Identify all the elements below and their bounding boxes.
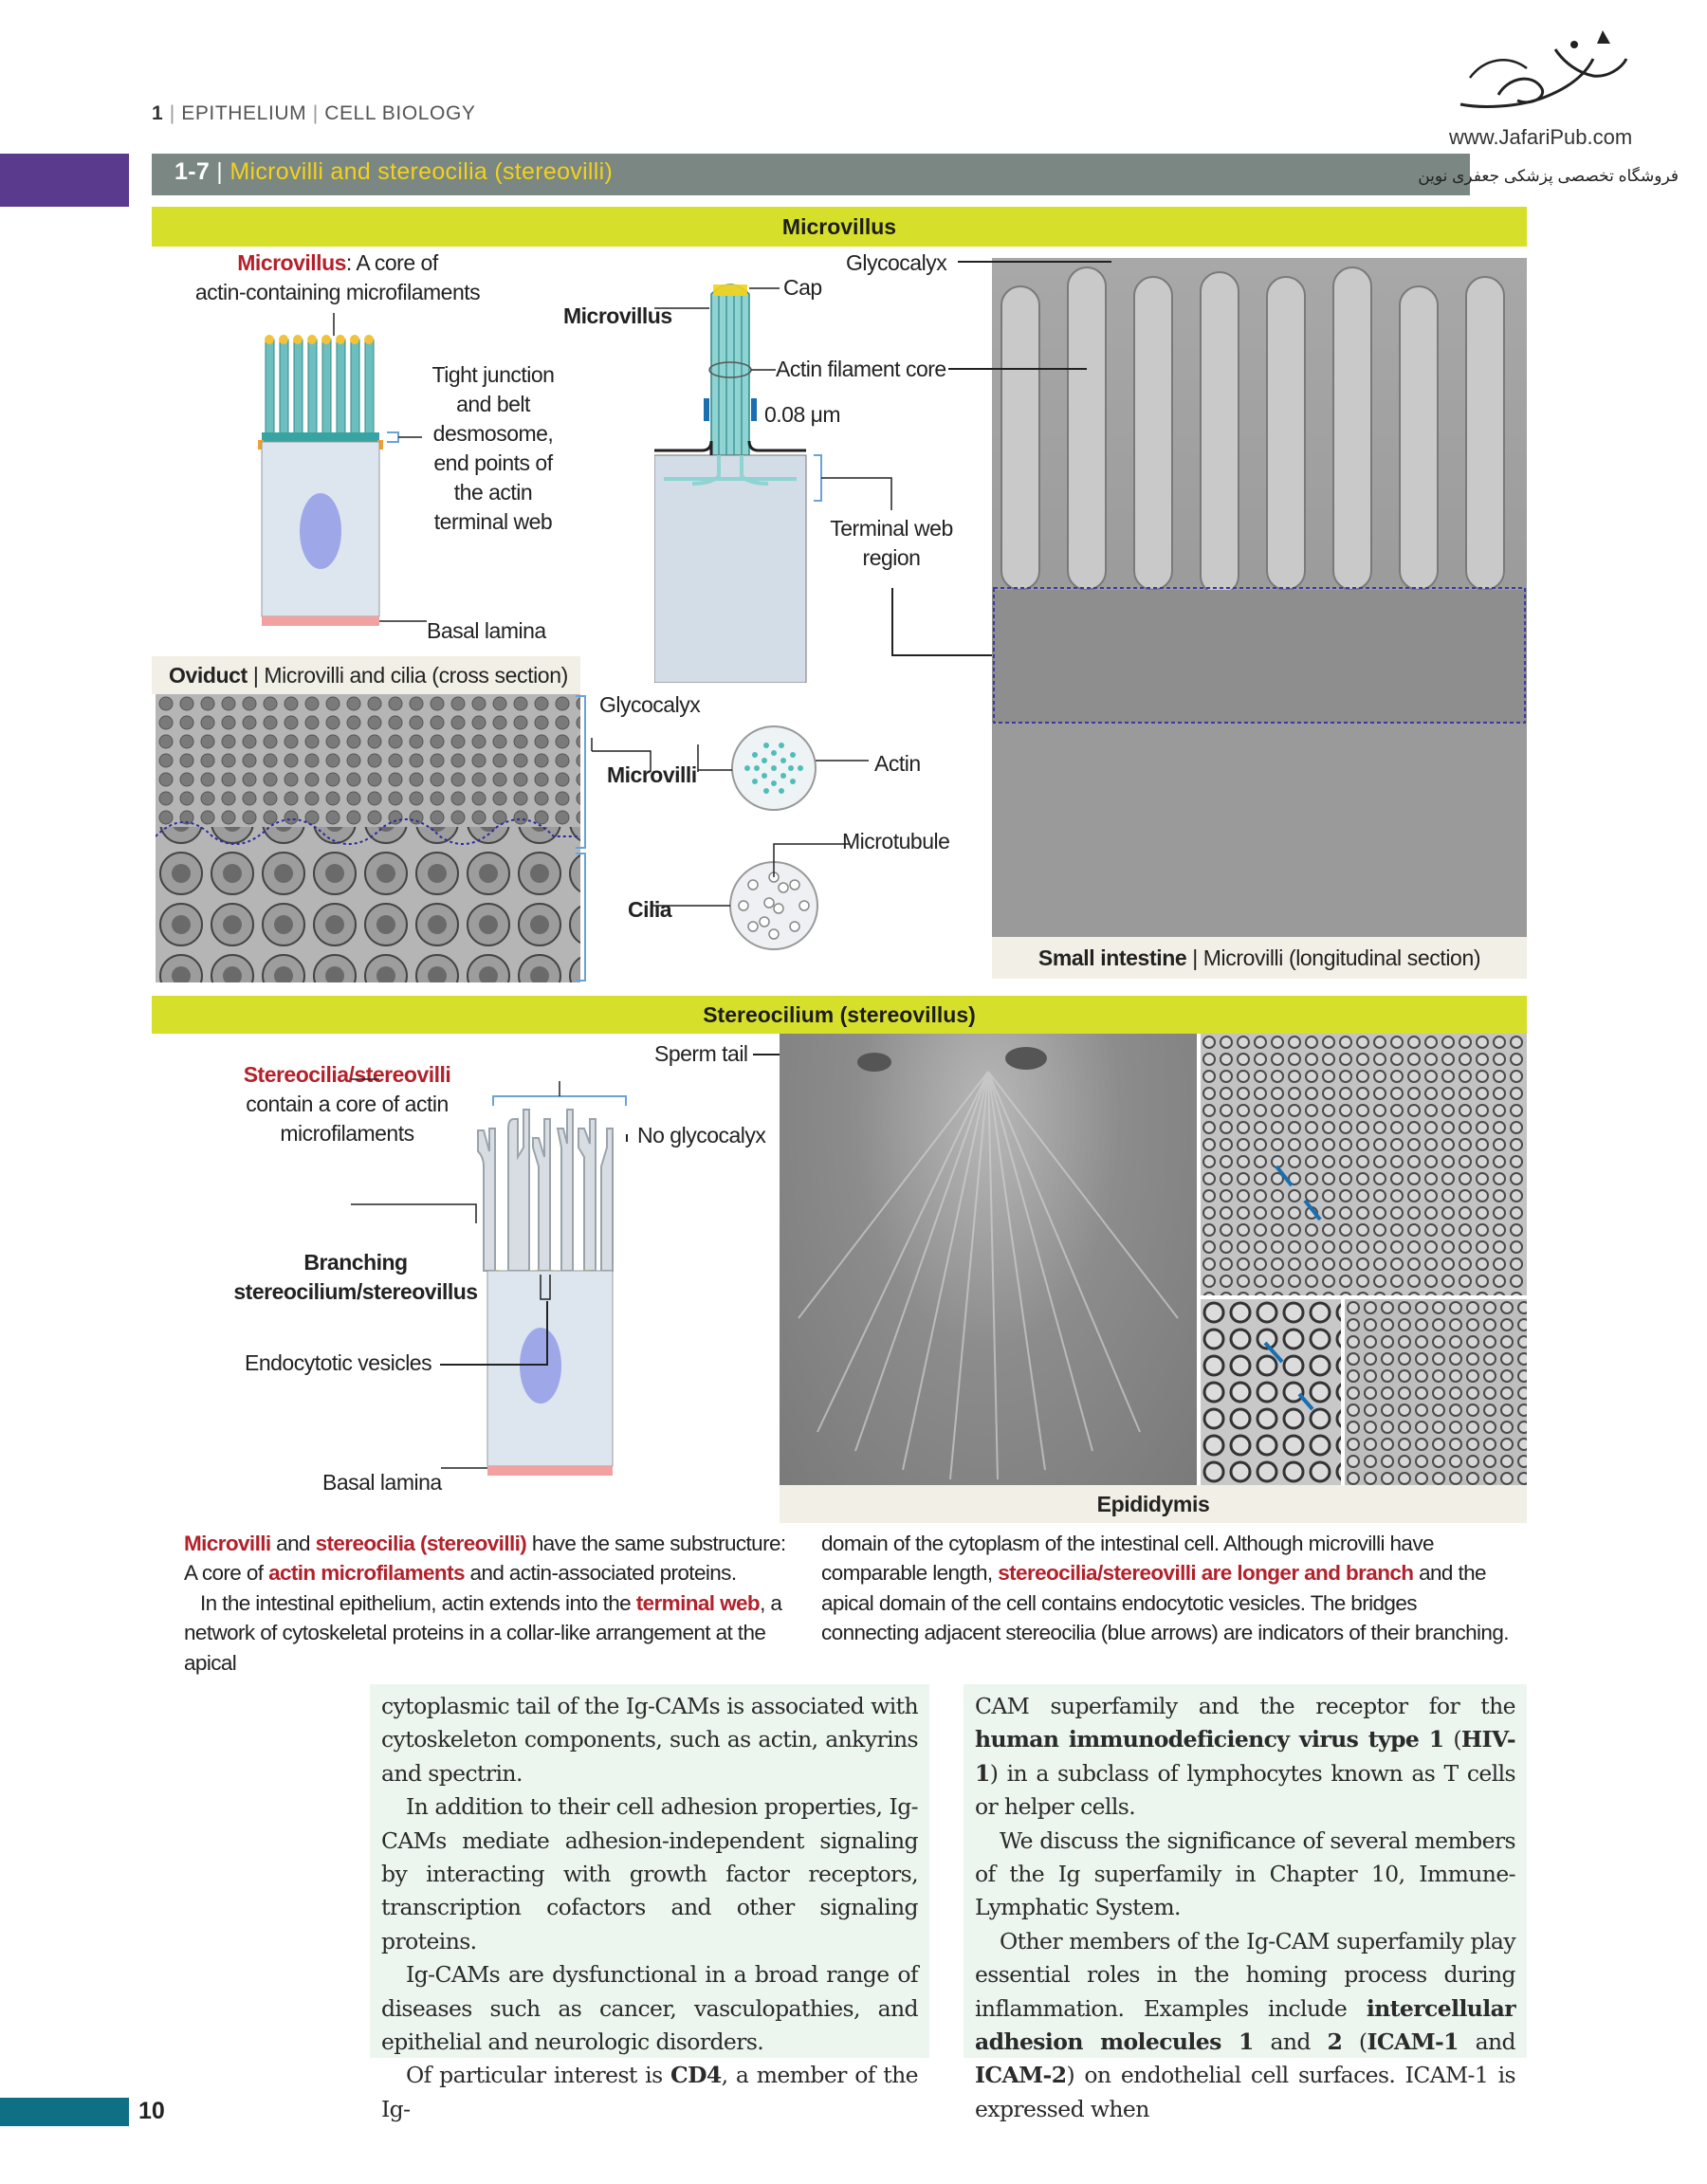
actin-label: Actin xyxy=(874,751,921,776)
terminal-web-leader-v xyxy=(891,588,893,654)
small-intestine-caption: Small intestine | Microvilli (longitudinal section) xyxy=(992,937,1527,979)
microvillus-band xyxy=(152,207,1527,247)
caption-left-line: A core of actin microfilaments and actin-associated proteins. xyxy=(184,1561,737,1586)
sperm-tail-leader xyxy=(753,1054,780,1055)
cilia-label: Cilia xyxy=(628,897,672,922)
body-paragraph: cytoplasmic tail of the Ig-CAMs is associated with cytoskeleton components, such as actin, ankyrins and spectrin. xyxy=(381,1693,918,1787)
sperm-tail-label: Sperm tail xyxy=(654,1041,748,1066)
microvillus-core-label: Microvillus: A core of actin-containing microfilaments xyxy=(194,250,481,304)
watermark-url: www.JafariPub.com xyxy=(1449,125,1633,149)
glycocalyx-mid-label: Glycocalyx xyxy=(599,692,701,717)
microvillus-cell-diagram xyxy=(247,313,436,635)
glycocalyx-top-label: Glycocalyx xyxy=(846,250,947,275)
header-chapter: EPITHELIUM xyxy=(181,102,307,124)
caption-left-line: network of cytoskeletal proteins in a collar-like arrangement at the apical xyxy=(184,1621,766,1675)
microtubule-label: Microtubule xyxy=(842,829,950,853)
header-section: CELL BIOLOGY xyxy=(324,102,476,124)
body-paragraph: We discuss the significance of several members of the Ig superfamily in Chapter 10, Immune-Lymphatic System. xyxy=(975,1826,1515,1921)
caption-left-line: In the intestinal epithelium, actin extends into the terminal web, a xyxy=(184,1590,782,1615)
terminal-web-label: Terminal web region xyxy=(830,516,953,570)
endocytotic-label: Endocytotic vesicles xyxy=(245,1350,432,1375)
body-paragraph: Ig-CAMs are dysfunctional in a broad range of diseases such as cancer, vasculopathies, and epithelial and neurologic disorders. xyxy=(381,1961,918,2056)
publisher-logo xyxy=(1441,21,1641,125)
small-intestine-micrograph xyxy=(992,258,1527,937)
tight-junction-label: Tight junction and belt desmosome, end points of the actin terminal web xyxy=(431,362,555,534)
endocytotic-leader xyxy=(440,1364,546,1366)
cross-section-diagrams xyxy=(584,702,869,986)
stereocilia-core-label: Stereocilia/stereovilli contain a core of actin microfilaments xyxy=(243,1062,451,1146)
caption-right-line: domain of the cytoplasm of the intestinal cell. Although microvilli have xyxy=(821,1532,1434,1555)
cap-label: Cap xyxy=(783,275,822,300)
body-paragraph: Other members of the Ig-CAM superfamily play essential roles in the homing process during inflammation. Examples include intercellular adhesion molecules 1 and 2 (ICAM-1 and ICAM-2) on endothelial cell surfaces. ICAM-1 is expressed when xyxy=(975,1927,1515,2122)
caption-right-line: apical domain of the cell contains endocytotic vesicles. The bridges xyxy=(821,1590,1417,1615)
running-header: 1 | EPITHELIUM | CELL BIOLOGY xyxy=(152,102,476,124)
figure-title-bar: 1-7 | Microvilli and stereocilia (stereovilli) xyxy=(152,154,1470,195)
figure-caption-right xyxy=(821,1529,1523,1648)
figure-number: 1-7 xyxy=(174,158,211,185)
actin-core-leader xyxy=(948,368,1087,370)
glycocalyx-leader xyxy=(958,261,1111,263)
microvillus-enlarged-diagram xyxy=(654,266,977,683)
caption-left-line: Microvilli and stereocilia (stereovilli) have the same substructure: xyxy=(184,1532,786,1555)
basal-lamina-label-top: Basal lamina xyxy=(427,618,546,643)
terminal-web-leader xyxy=(891,654,992,656)
figure-title: Microvilli and stereocilia (stereovilli) xyxy=(229,158,614,185)
stereocilium-band xyxy=(152,996,1527,1034)
microvillus-band-title: Microvillus xyxy=(781,214,897,239)
epididymis-micrograph-main xyxy=(780,1034,1197,1485)
body-column-left xyxy=(370,1684,929,2122)
endocytotic-leader-v xyxy=(546,1301,548,1366)
body-paragraph: In addition to their cell adhesion properties, Ig-CAMs mediate adhesion-independent signaling by interacting with growth factor receptors, transcription cofactors and other signaling proteins. xyxy=(381,1793,918,1955)
oviduct-micrograph xyxy=(156,694,580,982)
stereocilium-diagram xyxy=(351,1072,635,1489)
footer-page-number: 10 xyxy=(138,2098,165,2124)
accent-purple-block xyxy=(0,154,129,207)
epididymis-micrograph-lower-right xyxy=(1345,1299,1527,1485)
actin-core-label: Actin filament core xyxy=(776,357,946,381)
stereocilium-band-title: Stereocilium (stereovillus) xyxy=(703,1002,976,1027)
basal-lamina-label-bottom: Basal lamina xyxy=(322,1470,442,1495)
body-column-right xyxy=(964,1684,1527,2122)
caption-right-line: connecting adjacent stereocilia (blue arrows) are indicators of their branching. xyxy=(821,1621,1509,1645)
oviduct-caption: Oviduct | Microvilli and cilia (cross section) xyxy=(152,656,580,694)
header-page-number: 1 xyxy=(152,102,164,124)
epididymis-caption: Epididymis xyxy=(780,1485,1527,1523)
caption-right-line: comparable length, stereocilia/stereovilli are longer and branch and the xyxy=(821,1561,1486,1586)
body-paragraph: CAM superfamily and the receptor for the human immunodeficiency virus type 1 (HIV-1) in a subclass of lymphocytes known as T cells or helper cells. xyxy=(975,1693,1515,1821)
epididymis-micrograph-lower-left xyxy=(1201,1299,1341,1485)
microvilli-label: Microvilli xyxy=(607,762,697,787)
watermark-persian: فروشگاه تخصصی پزشکی جعفری نوین xyxy=(1418,167,1679,185)
no-glycocalyx-label: No glycocalyx xyxy=(637,1123,766,1147)
epididymis-micrograph-upper-right xyxy=(1201,1034,1527,1295)
center-microvillus-label: Microvillus xyxy=(563,303,672,328)
figure-caption-left xyxy=(184,1529,810,1678)
footer-accent-bar xyxy=(0,2098,129,2126)
body-paragraph: Of particular interest is CD4, a member of the Ig- xyxy=(381,2062,918,2122)
branching-label: Branching stereocilium/stereovillus xyxy=(233,1250,478,1304)
no-glycocalyx-leader xyxy=(626,1134,628,1142)
diameter-label: 0.08 μm xyxy=(764,402,841,427)
